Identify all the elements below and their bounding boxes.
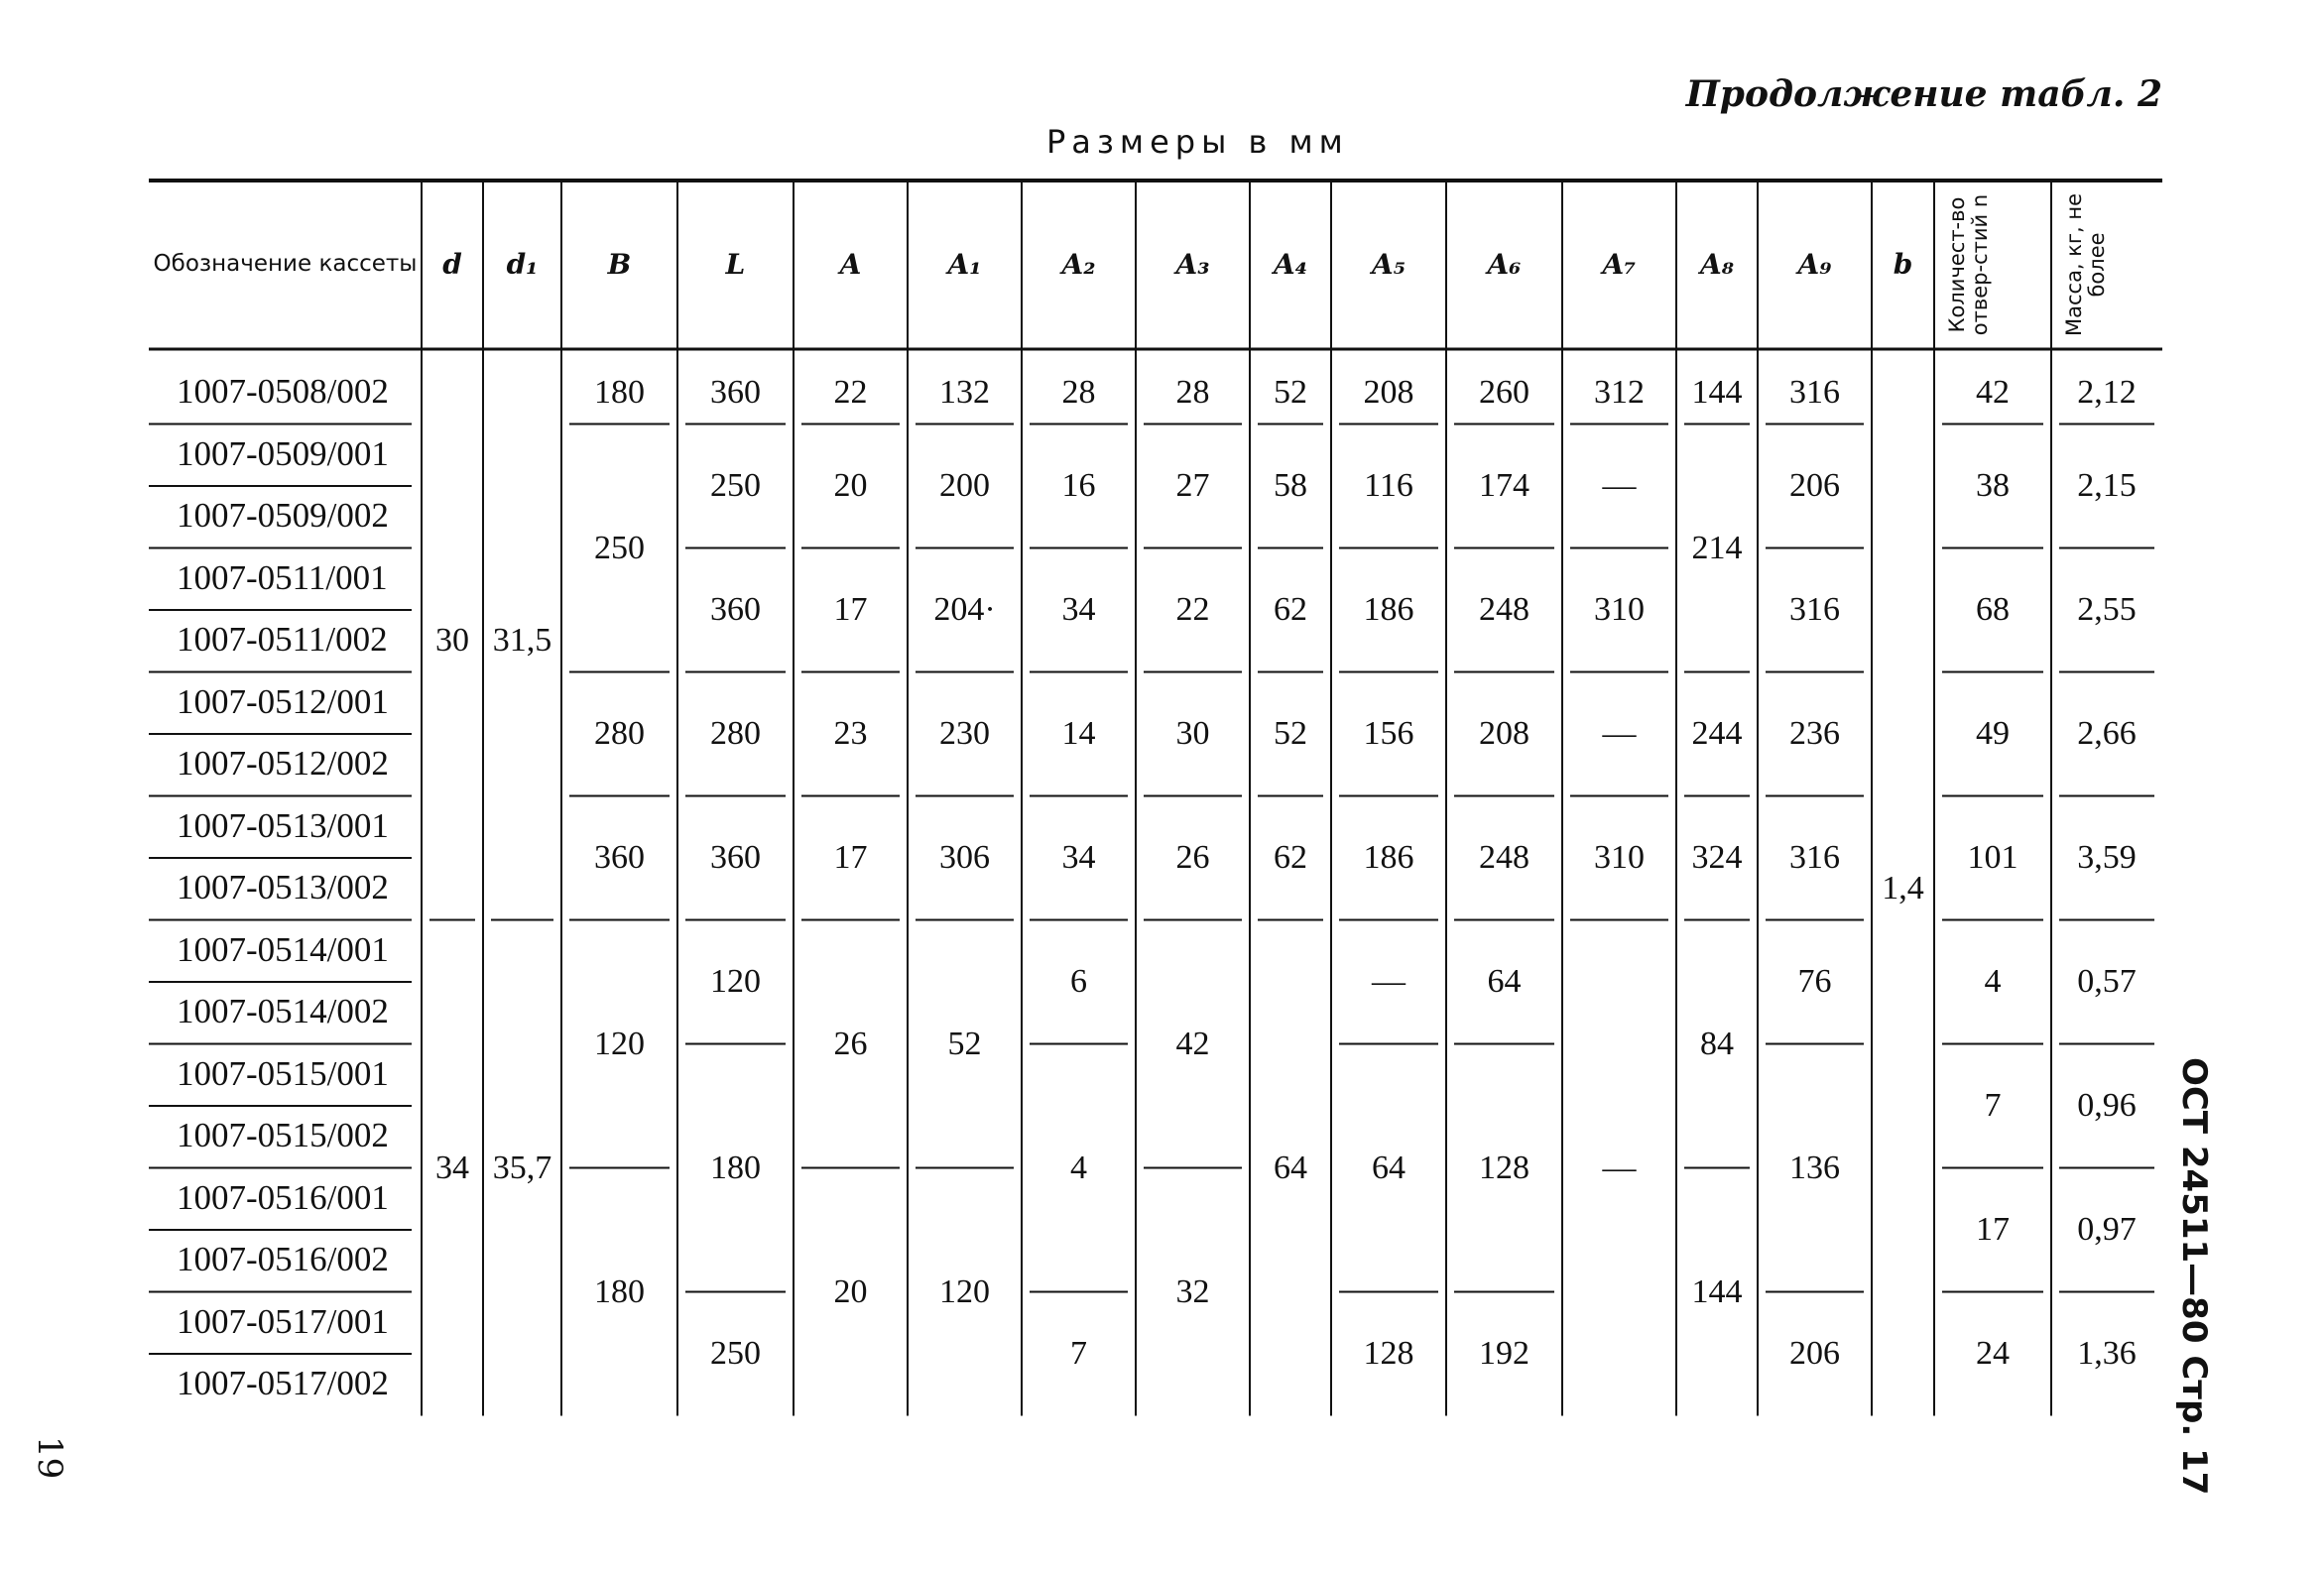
cell-a6: 208 [1479,715,1529,753]
cell-a5: — [1372,963,1406,1001]
cell-a6: 248 [1479,591,1529,629]
cell-a: 17 [833,591,868,629]
cell-a3: 30 [1175,715,1210,753]
cell-b: 280 [594,715,645,753]
cell-a2: 16 [1061,467,1096,505]
cell-l: 250 [710,467,761,505]
standard-designation: ОСТ 24511—80 Стр. 17 [2174,1057,2214,1496]
cell-a5: 186 [1363,591,1414,629]
cell-a: 22 [833,374,868,412]
row-designation: 1007-0516/001 [177,1177,389,1217]
row-designation: 1007-0513/001 [177,805,389,845]
cell-n: 38 [1976,467,2010,505]
header-a3: A₃ [1175,247,1210,281]
cell-a4: 58 [1274,467,1307,505]
cell-a8: 144 [1691,374,1743,412]
row-designation: 1007-0512/001 [177,681,389,721]
cell-a3: 32 [1175,1272,1210,1310]
cell-d1: 35,7 [492,1149,552,1186]
cell-a4: 62 [1274,591,1307,629]
row-designation: 1007-0511/002 [177,620,388,659]
cell-a6: 64 [1487,963,1522,1001]
cell-a3: 26 [1175,839,1210,877]
cell-a8: 324 [1691,839,1743,877]
cell-a1: 306 [939,839,990,877]
header-a2: A₂ [1061,247,1096,281]
cell-a6: 192 [1479,1335,1529,1373]
cell-a5: 208 [1363,374,1414,412]
cell-b: 180 [594,374,645,412]
row-designation: 1007-0509/001 [177,433,389,473]
cell-a8: 84 [1700,1025,1734,1062]
cell-b: 120 [594,1025,645,1062]
cell-a9: 206 [1789,467,1840,505]
cell-a6: 128 [1479,1149,1529,1186]
cell-n: 101 [1967,839,2018,877]
cell-a1: 120 [939,1272,990,1310]
cell-a1: 200 [939,467,990,505]
cell-m: 2,66 [2077,715,2137,753]
cell-a1: 52 [947,1025,982,1062]
units-caption: Размеры в мм [1046,123,1349,161]
cell-a9: 316 [1789,374,1840,412]
header-d1: d₁ [506,247,539,281]
cell-b: 1,4 [1882,870,1924,908]
cell-a: 23 [833,715,868,753]
cell-a9: 236 [1789,715,1840,753]
cell-a6: 248 [1479,839,1529,877]
header-a8: A₈ [1700,247,1734,281]
cell-l: 180 [710,1149,761,1186]
cell-a2: 7 [1070,1335,1087,1373]
cell-a1: 230 [939,715,990,753]
row-designation: 1007-0509/002 [177,496,389,535]
cell-a: 20 [833,467,868,505]
cell-a3: 28 [1175,374,1210,412]
cell-a9: 206 [1789,1335,1840,1373]
row-designation: 1007-0511/001 [177,557,388,597]
cell-d: 30 [435,622,469,660]
cell-b: 180 [594,1272,645,1310]
cell-n: 68 [1976,591,2010,629]
cell-a4: 64 [1274,1149,1307,1186]
cell-n: 49 [1976,715,2010,753]
row-designation: 1007-0516/002 [177,1240,389,1278]
header-a6: A₆ [1487,247,1522,281]
cell-a3: 42 [1175,1025,1210,1062]
cell-a8: 244 [1691,715,1743,753]
cell-d1: 31,5 [492,622,552,660]
cell-a2: 28 [1061,374,1096,412]
cell-d: 34 [435,1149,469,1186]
cell-a2: 34 [1061,591,1096,629]
cell-a2: 14 [1061,715,1096,753]
header-a7: A₇ [1602,247,1637,281]
cell-a1: 204· [933,591,996,629]
cell-a5: 128 [1363,1335,1414,1373]
header-a1: A₁ [947,247,982,281]
cell-a7: — [1602,467,1637,505]
cell-a2: 6 [1070,963,1087,1001]
cell-a6: 174 [1479,467,1529,505]
cell-m: 0,97 [2077,1211,2137,1249]
row-designation: 1007-0515/001 [177,1053,389,1093]
cell-b: 360 [594,839,645,877]
cell-a5: 186 [1363,839,1414,877]
row-designation: 1007-0512/002 [177,744,389,783]
header-a5: A₅ [1372,247,1406,281]
cell-a9: 316 [1789,591,1840,629]
cell-a: 26 [833,1025,868,1062]
cell-a7: 312 [1594,374,1645,412]
cell-a4: 52 [1274,715,1307,753]
row-designation: 1007-0515/002 [177,1116,389,1154]
cell-m: 2,15 [2077,467,2137,505]
cell-a2: 34 [1061,839,1096,877]
cell-a5: 64 [1372,1149,1406,1186]
cell-a4: 62 [1274,839,1307,877]
header-l: L [725,247,746,281]
cell-m: 2,55 [2077,591,2137,629]
cell-a7: 310 [1594,591,1645,629]
cell-m: 2,12 [2077,374,2137,412]
cell-l: 360 [710,591,761,629]
row-designation: 1007-0517/002 [177,1364,389,1402]
cell-a7: 310 [1594,839,1645,877]
table-continuation-caption: Продолжение табл. 2 [1685,73,2162,115]
header-d: d [442,247,462,281]
header-hole-count: Количест-во отвер-стий n [1945,193,1993,336]
cell-m: 0,96 [2077,1087,2137,1125]
cell-n: 7 [1984,1087,2002,1125]
cell-l: 120 [710,963,761,1001]
cell-a9: 136 [1789,1149,1840,1186]
cell-a3: 22 [1175,591,1210,629]
header-a: A [839,247,862,281]
cell-m: 3,59 [2077,839,2137,877]
cell-a5: 156 [1363,715,1414,753]
cell-a: 17 [833,839,868,877]
cell-l: 280 [710,715,761,753]
cell-n: 24 [1976,1335,2010,1373]
header-a4: A₄ [1274,247,1307,281]
row-designation: 1007-0517/001 [177,1301,389,1341]
header-a9: A₉ [1797,247,1832,281]
cell-a4: 52 [1274,374,1307,412]
cell-a1: 132 [939,374,990,412]
cell-n: 4 [1984,963,2002,1001]
header-designation: Обозначение кассеты [153,251,418,278]
row-designation: 1007-0513/002 [177,868,389,907]
cell-a8: 144 [1691,1272,1743,1310]
cell-a9: 316 [1789,839,1840,877]
cell-a2: 4 [1070,1149,1087,1186]
cell-n: 17 [1976,1211,2010,1249]
cell-a7: — [1602,715,1637,753]
cell-m: 0,57 [2077,963,2137,1001]
row-designation: 1007-0514/001 [177,929,389,969]
cell-l: 250 [710,1335,761,1373]
cell-a6: 260 [1479,374,1529,412]
cell-a7: — [1602,1149,1637,1186]
cell-l: 360 [710,374,761,412]
row-designation: 1007-0508/002 [177,372,389,411]
cell-m: 1,36 [2077,1335,2137,1373]
cell-a8: 214 [1691,529,1743,566]
page-number: 19 [30,1436,69,1480]
cell-a9: 76 [1797,963,1832,1001]
row-designation: 1007-0514/002 [177,992,389,1030]
cell-l: 360 [710,839,761,877]
cell-a: 20 [833,1272,868,1310]
cell-a3: 27 [1175,467,1210,505]
header-mass: Масса, кг, не более [2062,192,2110,337]
cell-b: 250 [594,529,645,566]
header-b-width: B [607,247,632,281]
cell-n: 42 [1976,374,2010,412]
cell-a5: 116 [1364,467,1413,505]
header-b-small: b [1893,247,1913,281]
